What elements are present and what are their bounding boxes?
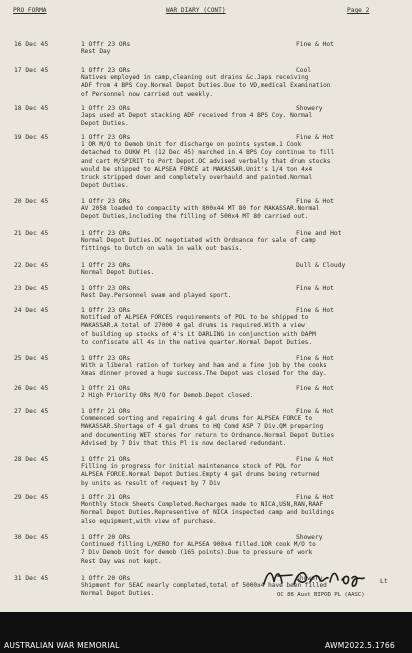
entry-text: Continued filling L/KERO for ALPSEA 900x4 filled.1OR cook M/O to 7 Div Demob Unit for demob (165 points).Due to pressure of work Rest Day was not kept.: [81, 541, 316, 565]
entry-weather: Fine & Hot: [296, 494, 334, 501]
entry-strength: 1 Offr 23 ORs: [81, 355, 131, 362]
entry-date: 26 Dec 45: [14, 385, 49, 392]
entry-text: Rest Day.Personnel swam and played sport.: [81, 292, 232, 299]
entry-text: 1 OR M/O to Demob Unit for discharge on points system.1 Cook detached to DUKW Pl (12 Dec 45) marched in.4 BPS Coy continue to fill and cart M/SPIRIT to Port Depot.OC advised verbally that drum stocks would be shipped to ALPSEA FORCE at MAKASSAR.Unit's 1/4 ton 4x4 truck stripped down and completely overhauld and painted.Normal Depot Duties.: [81, 141, 335, 190]
entry-strength: 1 Offr 21 ORs: [81, 494, 131, 501]
entry-weather: Fine & Hot: [296, 198, 334, 205]
archive-footer: [0, 612, 412, 653]
entry-text: With a liberal ration of turkey and ham and a fine job by the cooks Xmas dinner proved a huge success.The Depot was closed for the day.: [81, 362, 327, 378]
entry-strength: 1 Offr 23 ORs: [81, 307, 131, 314]
entry-weather: Showery: [296, 575, 323, 582]
entry-date: 16 Dec 45: [14, 41, 49, 48]
entry-text: Commenced sorting and repairing 4 gal drums for ALPSEA FORCE to MAKASSAR.Shortage of 4 gal drums to HQ Comd ASP 7 Div.QM preparing and documenting WET stores for return to Ordnance.Normal Depot Duties Advised by 7 Div that this Pl is now declared redundant.: [81, 415, 335, 447]
entry-strength: 1 Offr 21 ORs: [81, 385, 131, 392]
entry-strength: 1 Offr 21 ORs: [81, 408, 131, 415]
entry-date: 30 Dec 45: [14, 534, 49, 541]
entry-text: Japs used at Depot stacking ADF received from 4 BPS Coy. Normal Depot Duties.: [81, 112, 313, 128]
entry-strength: 1 Offr 23 ORs: [81, 198, 131, 205]
entry-weather: Fine & Hot: [296, 408, 334, 415]
entry-weather: Fine & Hot: [296, 456, 334, 463]
entry-strength: 1 Offr 23 ORs: [81, 67, 131, 74]
entry-date: 19 Dec 45: [14, 134, 49, 141]
entry-text: 2 High Priority ORs M/O for Demob.Depot closed.: [81, 392, 254, 399]
entry-date: 24 Dec 45: [14, 307, 49, 314]
entry-date: 31 Dec 45: [14, 575, 49, 582]
page-title: WAR DIARY (CONT): [166, 7, 226, 14]
entry-strength: 1 Offr 23 ORs: [81, 134, 131, 141]
entry-weather: Fine and Hot: [296, 230, 342, 237]
entry-text: AV 2058 loaded to compacity with 800x44 MT 80 for MAKASSAR.Normal Depot Duties,including the filling of 500x4 MT 80 carried out.: [81, 205, 320, 221]
handwritten-signature: [258, 566, 398, 590]
entry-weather: Fine & Hot: [296, 134, 334, 141]
entry-weather: Dull & Cloudy: [296, 262, 346, 269]
entry-date: 25 Dec 45: [14, 355, 49, 362]
entry-date: 28 Dec 45: [14, 456, 49, 463]
entry-strength: 1 Offr 23 ORs: [81, 285, 131, 292]
entry-text: Shipment for SEAC nearly completed,total of 5000x4 have been filled Normal Depot Duties.: [81, 582, 327, 598]
entry-strength: 1 Offr 23 ORs: [81, 41, 131, 48]
entry-strength: 1 Offr 23 ORs: [81, 262, 131, 269]
entry-text: Notified of ALPSEA FORCES requirements of POL to be shipped to MAKASSAR.A total of 27000 4 gal drums is required.With a view of building up stocks of 4's Lt DARLING in conjunction with DAPM to confiscate all 4s in the native quarter.Normal Depot Duties.: [81, 314, 316, 346]
svg-text:Lt: Lt: [380, 577, 388, 585]
entry-weather: Showery: [296, 105, 323, 112]
entry-text: Monthly Stock Sheets Completed.Recharges made to NICA,USN,RAN,RAAF Normal Depot Duties.Representive of NICA inspected camp and buildings also equipment,with view of purchase.: [81, 501, 335, 525]
entry-text: Normal Depot Duties.OC negotiated with Ordnance for sale of camp fittings to Dutch on walk in walk out basis.: [81, 237, 316, 253]
page-number: Page 2: [347, 7, 370, 14]
entry-text: Filling in progress for initial maintenance stock of POL for ALPSEA FORCE.Normal Depot Duties.Empty 4 gal drums being returned by units as result of request by 7 Div: [81, 463, 320, 487]
entry-date: 21 Dec 45: [14, 230, 49, 237]
entry-date: 17 Dec 45: [14, 67, 49, 74]
entry-weather: Fine & Hot: [296, 41, 334, 48]
entry-date: 29 Dec 45: [14, 494, 49, 501]
entry-strength: 1 Offr 23 ORs: [81, 105, 131, 112]
entry-date: 20 Dec 45: [14, 198, 49, 205]
entry-text: Normal Depot Duties.: [81, 269, 155, 276]
entry-date: 27 Dec 45: [14, 408, 49, 415]
entry-date: 23 Dec 45: [14, 285, 49, 292]
entry-date: 22 Dec 45: [14, 262, 49, 269]
entry-strength: 1 Offr 21 ORs: [81, 456, 131, 463]
entry-weather: Fine & Hot: [296, 355, 334, 362]
archive-name: AUSTRALIAN WAR MEMORIAL: [4, 641, 120, 650]
pro-forma-label: PRO FORMA: [13, 7, 47, 14]
entry-weather: Fine & Hot: [296, 307, 334, 314]
entry-weather: Showery: [296, 534, 323, 541]
entry-weather: Fine & Hot: [296, 385, 334, 392]
entry-weather: Cool: [296, 67, 312, 74]
archive-reference: AWM2022.5.1766: [325, 641, 395, 650]
entry-text: Rest Day: [81, 48, 111, 55]
entry-strength: 1 Offr 20 ORs: [81, 534, 131, 541]
signature-caption: OC 86 Aust BIPOD PL (AASC): [277, 592, 365, 598]
entry-weather: Fine & Hot: [296, 285, 334, 292]
entry-date: 18 Dec 45: [14, 105, 49, 112]
entry-strength: 1 Offr 23 ORs: [81, 230, 131, 237]
entry-text: Natives employed in camp,cleaning out drains &c.Japs receiving ADF from 4 BPS Coy.Normal Depot Duties.Due to VD,medical Examination of Personnel now carried out weekly.: [81, 74, 331, 98]
entry-strength: 1 Offr 20 ORs: [81, 575, 131, 582]
